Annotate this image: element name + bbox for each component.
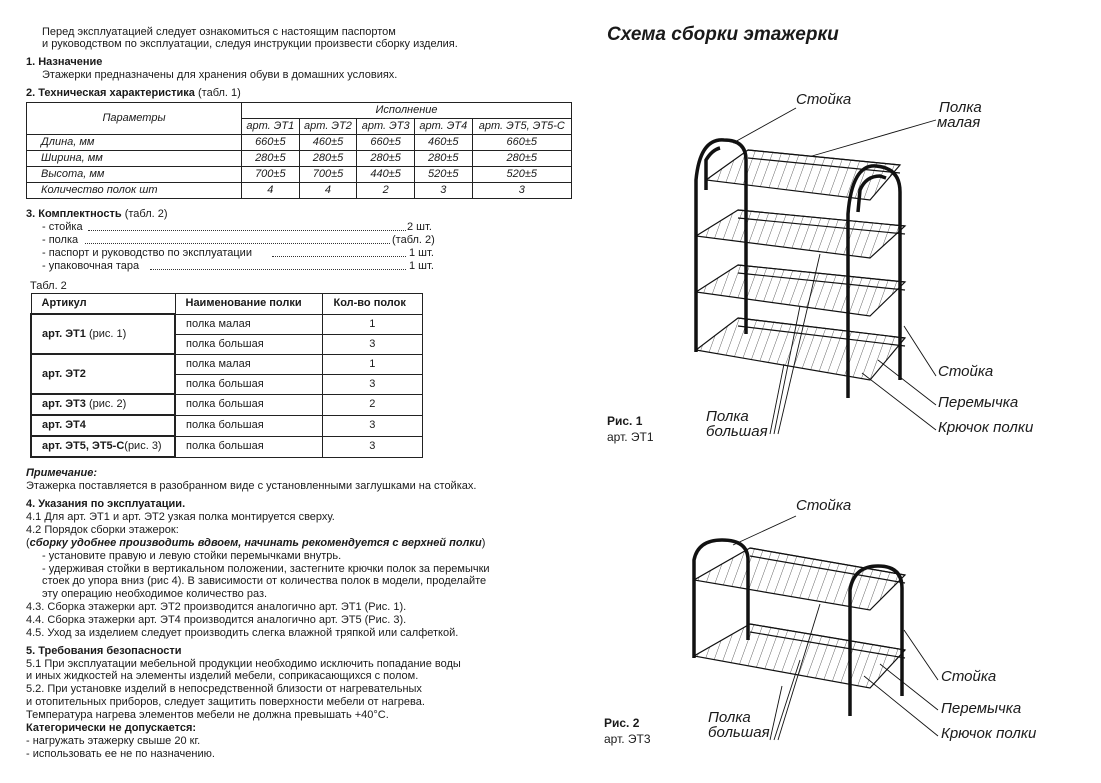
- section-3-title: 3. Комплектность: [26, 208, 122, 220]
- art-name: арт. ЭТ4: [42, 419, 86, 431]
- section-3-heading: [26, 208, 168, 220]
- right-upright: [848, 166, 900, 398]
- shelf-qty: 1: [322, 354, 423, 374]
- section-4-line: 4.2 Порядок сборки этажерок:: [26, 524, 179, 536]
- section-5-line: 5.1 При эксплуатации мебельной продукции необходимо исключить попадание воды: [26, 658, 461, 670]
- cell: 660±5: [472, 135, 571, 151]
- figure-1-caption: Рис. 1: [607, 414, 643, 428]
- shelf-name: полка большая: [175, 334, 322, 354]
- label-polka-malaya-2: малая: [937, 114, 981, 131]
- section-5-line: и отопительных приборов, следует защитить поверхности мебели от нагрева.: [26, 696, 425, 708]
- table-2-caption: Табл. 2: [30, 280, 67, 292]
- kit-item-qty: 1 шт.: [409, 260, 434, 272]
- label-kryuchok: Крючок полки: [941, 725, 1037, 742]
- shelf-large-1: [696, 210, 905, 258]
- section-5-line: - нагружать этажерку свыше 20 кг.: [26, 735, 201, 747]
- label-polka-bolshaya-1: Полка: [708, 709, 751, 726]
- cell: 520±5: [472, 167, 571, 183]
- figure-2-art: арт. ЭТ3: [604, 732, 651, 746]
- section-4-line: 4.4. Сборка этажерки арт. ЭТ4 производится аналогично арт. ЭТ5 (Рис. 3).: [26, 614, 407, 626]
- label-kryuchok: Крючок полки: [938, 419, 1034, 436]
- cell: 280±5: [414, 151, 472, 167]
- label-stoyka: Стойка: [941, 668, 997, 685]
- art-cell: [31, 354, 175, 394]
- col-header: Наименование полки: [175, 294, 322, 315]
- scheme-title: Схема сборки этажерки: [607, 24, 839, 45]
- figure-2-shelf-drawing: [694, 540, 905, 716]
- section-4-line: - установите правую и левую стойки перемычками внутрь.: [42, 550, 342, 562]
- section-4-line: - удерживая стойки в вертикальном положении, застегните крючки полок за перемычки: [42, 563, 490, 575]
- kit-table: [30, 293, 423, 458]
- cell: 700±5: [299, 167, 357, 183]
- cell: 4: [242, 183, 300, 199]
- cell: 660±5: [357, 135, 415, 151]
- table-row: [31, 394, 423, 415]
- col-header: арт. ЭТ2: [299, 119, 357, 135]
- cell: 520±5: [414, 167, 472, 183]
- table-row: [27, 151, 572, 167]
- label-polka-malaya-1: Полка: [939, 99, 982, 116]
- label-stoyka: Стойка: [938, 363, 994, 380]
- section-3-ref: (табл. 2): [124, 208, 168, 220]
- section-1-title: 1. Назначение: [26, 56, 103, 68]
- kit-item-name: - упаковочная тара: [42, 260, 140, 272]
- intro-line-1: Перед эксплуатацией следует ознакомиться с настоящим паспортом: [42, 26, 396, 38]
- section-4-line: эту операцию необходимое количество раз.: [42, 588, 268, 600]
- cell: 660±5: [242, 135, 300, 151]
- section-4-line: 4.5. Уход за изделием следует производить слегка влажной тряпкой или салфеткой.: [26, 627, 459, 639]
- col-header: арт. ЭТ4: [414, 119, 472, 135]
- art-name: арт. ЭТ5, ЭТ5-С: [42, 440, 125, 452]
- label-polka-bolshaya-2: большая: [706, 423, 768, 440]
- section-5-line: и иных жидкостей на элементы изделий мебели, соприкасающихся с полом.: [26, 670, 419, 682]
- shelf-name: полка большая: [175, 394, 322, 415]
- kit-item-qty: 1 шт.: [409, 247, 434, 259]
- row-label: Ширина, мм: [27, 151, 242, 167]
- cell: 3: [472, 183, 571, 199]
- shelf-upper: [694, 548, 905, 610]
- shelf-name: полка большая: [175, 415, 322, 436]
- section-4-line: стоек до упора вниз (рис 4). В зависимости от количества полок в модели, проделайте: [42, 575, 487, 587]
- shelf-qty: 1: [322, 314, 423, 334]
- shelf-qty: 2: [322, 394, 423, 415]
- exec-header: Исполнение: [242, 103, 572, 119]
- cell: 460±5: [414, 135, 472, 151]
- art-cell: [31, 415, 175, 436]
- shelf-top-small: [706, 150, 900, 200]
- note-title: Примечание:: [26, 467, 98, 479]
- table-row: [27, 135, 572, 151]
- section-5-title: 5. Требования безопасности: [26, 645, 182, 657]
- shelf-name: полка малая: [175, 314, 322, 334]
- cell: 280±5: [242, 151, 300, 167]
- section-4-line: 4.3. Сборка этажерки арт. ЭТ2 производится аналогично арт. ЭТ1 (Рис. 1).: [26, 601, 407, 613]
- table-row: [31, 314, 423, 334]
- section-5-line: - использовать ее не по назначению.: [26, 748, 215, 760]
- leader-dots: [88, 221, 406, 231]
- art-name: арт. ЭТ1: [42, 327, 86, 340]
- cell: 280±5: [357, 151, 415, 167]
- kit-item-qty: 2 шт.: [407, 221, 432, 233]
- kit-item-name: - стойка: [42, 221, 83, 233]
- art-ref: (рис. 1): [85, 327, 127, 340]
- section-5-line: 5.2. При установке изделий в непосредственной близости от нагревательных: [26, 683, 422, 695]
- assembly-hint: сборку удобнее производить вдвоем, начинать рекомендуется с верхней полки: [29, 537, 482, 549]
- right-upright: [850, 566, 902, 716]
- section-4-hint: [26, 537, 485, 549]
- section-4-title: 4. Указания по эксплуатации.: [26, 498, 186, 510]
- shelf-qty: 3: [322, 415, 423, 436]
- kit-item-name: - паспорт и руководство по эксплуатации: [42, 247, 252, 259]
- col-header: арт. ЭТ3: [357, 119, 415, 135]
- label-stoyka-top: Стойка: [796, 497, 852, 514]
- cell: 460±5: [299, 135, 357, 151]
- table-row: [27, 183, 572, 199]
- section-4-line: 4.1 Для арт. ЭТ1 и арт. ЭТ2 узкая полка монтируется сверху.: [26, 511, 335, 523]
- col-header: арт. ЭТ5, ЭТ5-С: [472, 119, 571, 135]
- table-row: [31, 415, 423, 436]
- row-label: Количество полок шт: [27, 183, 242, 199]
- art-cell: [31, 436, 175, 457]
- section-2-title: 2. Техническая характеристика: [26, 87, 195, 99]
- cell: 4: [299, 183, 357, 199]
- section-2-ref: (табл. 1): [198, 87, 241, 99]
- kit-item-name: - полка: [42, 234, 79, 246]
- label-stoyka-top: Стойка: [796, 91, 852, 108]
- shelf-large-3: [696, 318, 905, 380]
- leader-dots: [150, 260, 406, 270]
- cell: 2: [357, 183, 415, 199]
- shelf-qty: 3: [322, 436, 423, 457]
- leader-dots: [272, 247, 406, 257]
- shelf-lower: [694, 624, 905, 688]
- art-cell: [31, 394, 175, 415]
- section-1-text: Этажерки предназначены для хранения обуви в домашних условиях.: [42, 69, 398, 81]
- label-polka-bolshaya-1: Полка: [706, 408, 749, 425]
- paren-close: ): [481, 537, 486, 549]
- table-row: [31, 354, 423, 374]
- col-header: Артикул: [31, 294, 175, 315]
- tech-table: [26, 102, 572, 199]
- art-name: арт. ЭТ2: [42, 367, 86, 380]
- intro-line-2: и руководством по эксплуатации, следуя инструкции произвести сборку изделия.: [42, 38, 458, 50]
- label-polka-bolshaya-2: большая: [708, 724, 770, 741]
- note-text: Этажерка поставляется в разобранном виде с установленными заглушками на стойках.: [26, 480, 477, 492]
- shelf-qty: 3: [322, 374, 423, 394]
- figure-2-caption: Рис. 2: [604, 716, 640, 730]
- figure-1-art: арт. ЭТ1: [607, 430, 654, 444]
- table-row: [31, 436, 423, 457]
- row-label: Высота, мм: [27, 167, 242, 183]
- art-cell: [31, 314, 175, 354]
- shelf-name: полка большая: [175, 374, 322, 394]
- cell: 3: [414, 183, 472, 199]
- art-ref: (рис. 3): [124, 440, 162, 452]
- label-peremychka: Перемычка: [941, 700, 1022, 717]
- shelf-large-2: [696, 265, 905, 316]
- kit-item-qty: (табл. 2): [392, 234, 435, 246]
- leader-dots: [85, 234, 390, 244]
- cell: 440±5: [357, 167, 415, 183]
- left-upright: [696, 140, 746, 352]
- art-ref: (рис. 2): [85, 398, 127, 410]
- col-header: арт. ЭТ1: [242, 119, 300, 135]
- param-header: Параметры: [27, 103, 242, 135]
- cell: 280±5: [472, 151, 571, 167]
- art-name: арт. ЭТ3: [42, 398, 86, 410]
- section-5-line: Категорически не допускается:: [26, 722, 197, 734]
- cell: 280±5: [299, 151, 357, 167]
- shelf-name: полка малая: [175, 354, 322, 374]
- section-2-heading: [26, 87, 241, 99]
- section-5-line: Температура нагрева элементов мебели не должна превышать +40°С.: [26, 709, 389, 721]
- col-header: Кол-во полок: [322, 294, 423, 315]
- shelf-qty: 3: [322, 334, 423, 354]
- label-peremychka: Перемычка: [938, 394, 1019, 411]
- figure-1-shelf-drawing: [696, 140, 905, 398]
- left-upright: [694, 540, 748, 658]
- shelf-name: полка большая: [175, 436, 322, 457]
- row-label: Длина, мм: [27, 135, 242, 151]
- cell: 700±5: [242, 167, 300, 183]
- paren-open: (: [26, 537, 30, 549]
- table-row: [27, 167, 572, 183]
